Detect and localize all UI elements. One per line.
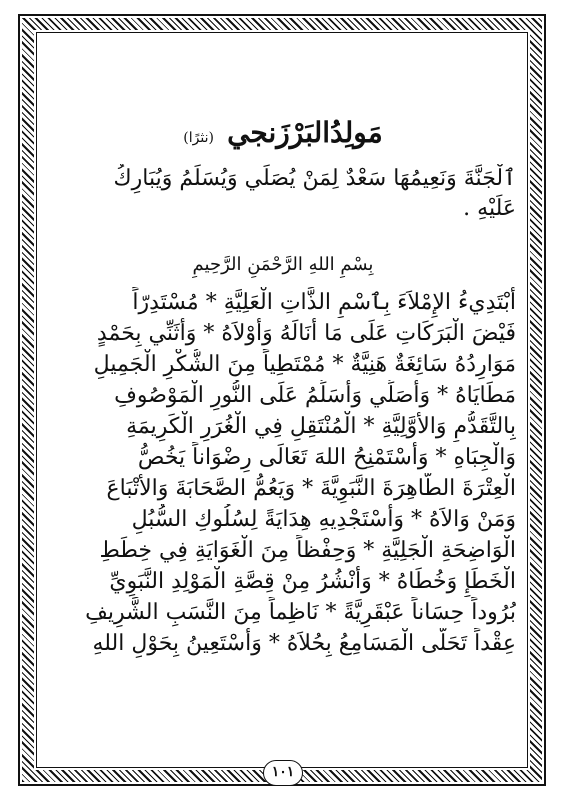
text-line: بِالتَّقَدُّمِ وَالأَوَّلِيَّةِ * الْمُنْتَقِلِ فِي الْغُرَرِ الْكَرِيمَةِ <box>126 414 516 439</box>
intro-paragraph <box>50 164 516 224</box>
page-header <box>50 116 516 156</box>
text-line: عِقْداً تَحَلَّى الْمَسَامِعُ بِحُلاَهُ * وَأَسْتَعِينُ بِحَوْلِ اللهِ <box>92 631 516 656</box>
body-paragraph <box>50 287 516 659</box>
basmala-heading: بِسْمِ اللهِ الرَّحْمَنِ الرَّحِيمِ <box>192 254 374 275</box>
page-content <box>50 40 516 659</box>
text-line: الْعِتْرَةَ الطَّاهِرَةَ النَّبَوِيَّةَ * وَيَعُمُّ الصَّحَابَةَ وَالأَتْبَاعَ <box>106 476 516 501</box>
page-title: مَولِدُالبَرْزَنجي <box>227 116 383 149</box>
text-line: وَالْجِبَاهِ * وَأَسْتَمْنِحُ اللهَ تَعَالَى رِضْوَاناً يَخُصُّ <box>137 445 516 470</box>
text-line: وَمَنْ وَالاَهُ * وَأَسْتَجْدِيهِ هِدَايَةً لِسُلُوكِ السُّبُلِ <box>131 507 516 532</box>
text-line: أَبْتَدِيءُ الإِمْلاَءَ بِٱسْمِ الذَّاتِ الْعَلِيَّةِ * مُسْتَدِرّاً <box>132 290 516 315</box>
intro-line: ٱلْجَنَّةَ وَنَعِيمُهَا سَعْدٌ لِمَنْ يُصَلِّي وَيُسَلِّمُ وَيُبَارِكُ <box>113 166 516 191</box>
text-line: بُرُوداً حِسَاناً عَبْقَرِيَّةً * نَاظِماً مِنَ النَّسَبِ الشَّرِيفِ <box>85 600 516 625</box>
intro-line: عَلَيْهِ . <box>463 196 516 221</box>
text-line: الْوَاضِحَةِ الْجَلِيَّةِ * وَحِفْظاً مِنَ الْغَوَايَةِ فِي خِطَطِ <box>99 538 516 563</box>
text-line: مَوَارِدُهُ سَائِغَةٌ هَنِيَّةٌ * مُمْتَطِياً مِنَ الشُّكْرِ الْجَمِيلِ <box>93 352 516 377</box>
page-number-badge: ١٠١ <box>263 760 303 786</box>
text-line: مَطَايَاهُ * وَأُصَلِّي وَأُسَلِّمُ عَلَى النُّورِ الْمَوْصُوفِ <box>114 383 516 408</box>
text-line: فَيْضَ الْبَرَكَاتِ عَلَى مَا أَنَالَهُ وَأَوْلاَهُ * وَأُثَنِّي بِحَمْدٍ <box>96 321 516 346</box>
text-line: الْخَطَإِ وَخُطَاهُ * وَأَنْشُرُ مِنْ قِصَّةِ الْمَوْلِدِ النَّبَوِيِّ <box>109 569 516 594</box>
title-note: (نثرًا) <box>183 130 214 146</box>
